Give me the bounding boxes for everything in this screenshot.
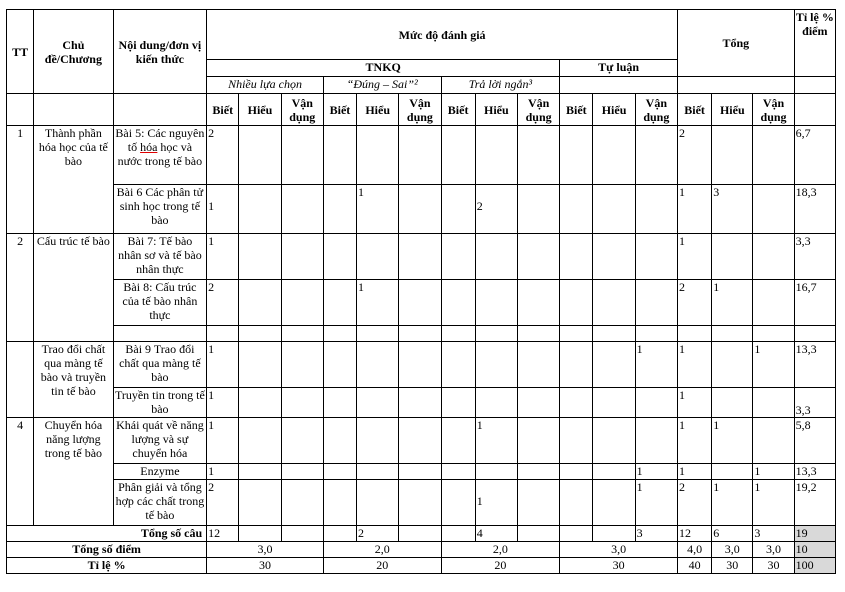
cell [281, 388, 323, 418]
row-content: Bài 9 Trao đổi chất qua màng tế bào [113, 342, 207, 388]
cell [357, 418, 399, 464]
level-understand-mc: Hiểu [239, 94, 281, 126]
level-know-essay: Biết [560, 94, 593, 126]
header-total-blank [678, 77, 795, 94]
table-row [7, 464, 836, 480]
cell [475, 388, 517, 418]
cell: 1 [635, 464, 677, 480]
cell [593, 480, 635, 526]
cell [323, 480, 356, 526]
row-content: Truyền tin trong tế bào [114, 388, 205, 416]
cell: 19,2 [794, 480, 835, 526]
cell: 1 [678, 234, 712, 280]
cell: 18,3 [794, 185, 835, 234]
cell [593, 326, 635, 342]
cell [399, 280, 441, 326]
cell: 1 [357, 185, 399, 234]
cell [239, 185, 281, 234]
cell [323, 464, 356, 480]
cell [635, 280, 677, 326]
table-row-blank [7, 326, 836, 342]
cell [239, 464, 281, 480]
cell [560, 388, 593, 418]
cell: 1 [207, 234, 239, 280]
cell [441, 326, 475, 342]
cell [635, 418, 677, 464]
row-content: Bài 7: Tế bào nhân sơ và tế bào nhân thực [113, 234, 207, 280]
cell [475, 342, 517, 388]
cell [517, 464, 559, 480]
cell [517, 526, 559, 542]
cell [323, 326, 356, 342]
header-ratio-blank [794, 77, 835, 94]
level-apply-tf: Vận dụng [399, 94, 441, 126]
total-questions-label: Tổng số câu [7, 526, 207, 542]
cell [753, 234, 794, 280]
cell: 1 [678, 464, 712, 480]
level-apply-sa: Vận dụng [517, 94, 559, 126]
cell [323, 342, 356, 388]
header-essay-blank [560, 77, 678, 94]
cell [357, 234, 399, 280]
cell [281, 526, 323, 542]
cell: 1 [635, 480, 677, 526]
cell: 1 [678, 342, 712, 388]
cell [635, 234, 677, 280]
cell: 2,0 [441, 542, 560, 558]
cell [441, 388, 475, 418]
cell [207, 326, 239, 342]
cell: 3 [753, 526, 794, 542]
cell [239, 526, 281, 542]
header-tnkq: TNKQ [207, 60, 560, 77]
cell: 4 [475, 526, 517, 542]
cell [281, 280, 323, 326]
table-row [7, 418, 836, 464]
cell: 13,3 [794, 342, 835, 388]
cell: 30 [560, 558, 678, 574]
cell [441, 418, 475, 464]
table-row [7, 234, 836, 280]
cell [323, 126, 356, 185]
cell [113, 326, 207, 342]
row-content: Khái quát về năng lượng và sự chuyển hóa [113, 418, 207, 464]
cell [753, 418, 794, 464]
table-row [7, 480, 836, 526]
header-multiple-choice: Nhiều lựa chọn [207, 77, 324, 94]
header-essay: Tự luận [560, 60, 678, 77]
cell [560, 464, 593, 480]
cell: 1 [207, 464, 239, 480]
cell [593, 234, 635, 280]
header-blank-content [113, 94, 207, 126]
cell [593, 388, 635, 418]
level-understand-essay: Hiểu [593, 94, 635, 126]
cell [517, 388, 559, 418]
cell [281, 326, 323, 342]
level-apply-total: Vận dụng [753, 94, 794, 126]
cell [239, 342, 281, 388]
cell [794, 326, 835, 342]
cell [712, 326, 753, 342]
cell: 5,8 [794, 418, 835, 464]
cell [753, 185, 794, 234]
level-understand-sa: Hiểu [475, 94, 517, 126]
cell: 2 [678, 280, 712, 326]
cell [441, 280, 475, 326]
header-short-answer: Trả lời ngắn³ [441, 77, 560, 94]
cell [441, 526, 475, 542]
cell: 1 [207, 185, 239, 234]
header-content: Nội dung/đơn vị kiến thức [113, 10, 207, 94]
cell: 3,0 [560, 542, 678, 558]
cell: 13,3 [794, 464, 835, 480]
cell [399, 480, 441, 526]
cell [560, 326, 593, 342]
cell [239, 326, 281, 342]
cell: 1 [712, 280, 753, 326]
cell [441, 126, 475, 185]
cell [517, 234, 559, 280]
cell [560, 526, 593, 542]
cell: 3 [635, 526, 677, 542]
cell: 1 [753, 464, 794, 480]
cell [753, 280, 794, 326]
cell: 2 [357, 526, 399, 542]
cell: 2 [475, 185, 517, 234]
cell: 20 [441, 558, 560, 574]
header-total: Tổng [678, 10, 795, 77]
cell [357, 480, 399, 526]
cell [399, 126, 441, 185]
cell [281, 418, 323, 464]
cell [357, 326, 399, 342]
cell: 3,0 [753, 542, 794, 558]
cell [593, 126, 635, 185]
cell [323, 418, 356, 464]
cell: 2 [207, 126, 239, 185]
row-topic: Trao đổi chất qua màng tế bào và truyền tin tế bào [34, 342, 113, 418]
cell [517, 480, 559, 526]
cell [323, 234, 356, 280]
cell [753, 126, 794, 185]
cell [560, 234, 593, 280]
table-row [7, 185, 836, 234]
cell [635, 185, 677, 234]
cell [357, 126, 399, 185]
cell: 1 [753, 480, 794, 526]
cell [281, 126, 323, 185]
cell [593, 418, 635, 464]
cell [441, 342, 475, 388]
cell [712, 342, 753, 388]
cell [635, 326, 677, 342]
row-content: Phân giải và tổng hợp các chất trong tế bào [113, 480, 207, 526]
cell [593, 185, 635, 234]
cell: 1 [475, 480, 517, 526]
row-topic: Thành phần hóa học của tế bào [34, 126, 113, 234]
level-know-mc: Biết [207, 94, 239, 126]
cell [517, 326, 559, 342]
cell [593, 342, 635, 388]
cell: 1 [678, 388, 712, 418]
cell [593, 526, 635, 542]
total-points-label: Tổng số điểm [7, 542, 207, 558]
cell: 1 [475, 418, 517, 464]
cell [560, 280, 593, 326]
cell [441, 185, 475, 234]
cell [753, 388, 794, 418]
matrix-table [6, 9, 836, 574]
row-tt: 1 [7, 126, 34, 234]
level-apply-mc: Vận dụng [281, 94, 323, 126]
cell [323, 388, 356, 418]
cell: 1 [753, 342, 794, 388]
cell [712, 126, 753, 185]
cell: 6,7 [794, 126, 835, 185]
cell: 1 [357, 280, 399, 326]
cell [399, 185, 441, 234]
cell [239, 234, 281, 280]
cell: 3,0 [207, 542, 324, 558]
total-questions-row [7, 526, 836, 542]
cell [635, 126, 677, 185]
row-content: Bài 8: Cấu trúc của tế bào nhân thực [113, 280, 207, 326]
cell [399, 342, 441, 388]
level-know-total: Biết [678, 94, 712, 126]
cell: 2 [207, 280, 239, 326]
cell: 2,0 [323, 542, 441, 558]
cell: 1 [207, 418, 239, 464]
cell [712, 388, 753, 418]
cell: 30 [753, 558, 794, 574]
cell [712, 234, 753, 280]
ratio-row [7, 558, 836, 574]
cell [239, 418, 281, 464]
cell: 1 [712, 418, 753, 464]
row-topic: Cấu trúc tế bào [34, 234, 113, 342]
cell: 10 [794, 542, 835, 558]
cell [239, 126, 281, 185]
cell [517, 280, 559, 326]
cell [517, 185, 559, 234]
cell [323, 185, 356, 234]
cell: 20 [323, 558, 441, 574]
cell [475, 126, 517, 185]
cell: 3,0 [712, 542, 753, 558]
level-know-tf: Biết [323, 94, 356, 126]
cell [399, 234, 441, 280]
table-row [7, 126, 836, 185]
cell [560, 418, 593, 464]
cell: 2 [678, 126, 712, 185]
header-blank-ratio [794, 94, 835, 126]
header-topic: Chủ đề/Chương [34, 10, 113, 94]
cell [281, 464, 323, 480]
cell: 1 [678, 418, 712, 464]
cell [441, 234, 475, 280]
cell: 100 [794, 558, 835, 574]
row-tt [7, 342, 34, 418]
cell [239, 280, 281, 326]
cell [239, 388, 281, 418]
total-points-row [7, 542, 836, 558]
cell [753, 326, 794, 342]
cell [441, 464, 475, 480]
row-content: Bài 5: Các nguyên tố hóa học và nước trong tế bào [113, 126, 207, 185]
cell: 2 [207, 480, 239, 526]
cell [399, 526, 441, 542]
cell [281, 185, 323, 234]
cell [239, 480, 281, 526]
header-assessment-level: Mức độ đánh giá [207, 10, 678, 60]
cell: 16,7 [794, 280, 835, 326]
row-content: Bài 6 Các phân tử sinh học trong tế bào [113, 185, 207, 234]
header-ratio: Tỉ lệ % điểm [794, 10, 835, 77]
cell [281, 480, 323, 526]
cell: 2 [678, 480, 712, 526]
cell [281, 234, 323, 280]
cell [712, 464, 753, 480]
cell [593, 464, 635, 480]
row-topic: Chuyển hóa năng lượng trong tế bào [34, 418, 113, 526]
level-apply-essay: Vận dụng [635, 94, 677, 126]
cell [517, 342, 559, 388]
cell: 4,0 [678, 542, 712, 558]
cell: 19 [794, 526, 835, 542]
cell [323, 526, 356, 542]
cell [475, 234, 517, 280]
cell: 40 [678, 558, 712, 574]
cell [323, 280, 356, 326]
table-row [7, 280, 836, 326]
cell [281, 342, 323, 388]
cell [593, 280, 635, 326]
cell [560, 342, 593, 388]
level-know-sa: Biết [441, 94, 475, 126]
level-understand-tf: Hiểu [357, 94, 399, 126]
table-row [7, 342, 836, 388]
cell: 12 [678, 526, 712, 542]
header-blank-tt [7, 94, 34, 126]
cell [399, 464, 441, 480]
cell: 1 [678, 185, 712, 234]
cell: 12 [207, 526, 239, 542]
cell: 3,3 [794, 388, 835, 418]
header-blank-topic [34, 94, 113, 126]
cell [635, 388, 677, 418]
cell [560, 185, 593, 234]
cell [678, 326, 712, 342]
cell [357, 342, 399, 388]
cell: 30 [712, 558, 753, 574]
cell [475, 326, 517, 342]
cell [517, 418, 559, 464]
row-tt: 2 [7, 234, 34, 342]
row-content: Enzyme [113, 464, 207, 480]
header-tt: TT [7, 10, 34, 94]
cell: 1 [207, 342, 239, 388]
cell [357, 464, 399, 480]
cell: 3 [712, 185, 753, 234]
cell [475, 464, 517, 480]
cell: 3,3 [794, 234, 835, 280]
cell [357, 388, 399, 418]
cell: 30 [207, 558, 324, 574]
ratio-label: Tỉ lệ % [7, 558, 207, 574]
assessment-matrix [6, 9, 836, 574]
row-tt: 4 [7, 418, 34, 526]
cell: 1 [207, 388, 239, 418]
cell [399, 326, 441, 342]
cell [399, 388, 441, 418]
cell [560, 480, 593, 526]
cell [560, 126, 593, 185]
cell [475, 280, 517, 326]
table-row [7, 388, 836, 418]
header-true-false: “Đúng – Sai”² [323, 77, 441, 94]
cell [517, 126, 559, 185]
cell: 6 [712, 526, 753, 542]
level-understand-total: Hiểu [712, 94, 753, 126]
cell: 1 [712, 480, 753, 526]
cell: 1 [635, 342, 677, 388]
cell [441, 480, 475, 526]
cell [399, 418, 441, 464]
